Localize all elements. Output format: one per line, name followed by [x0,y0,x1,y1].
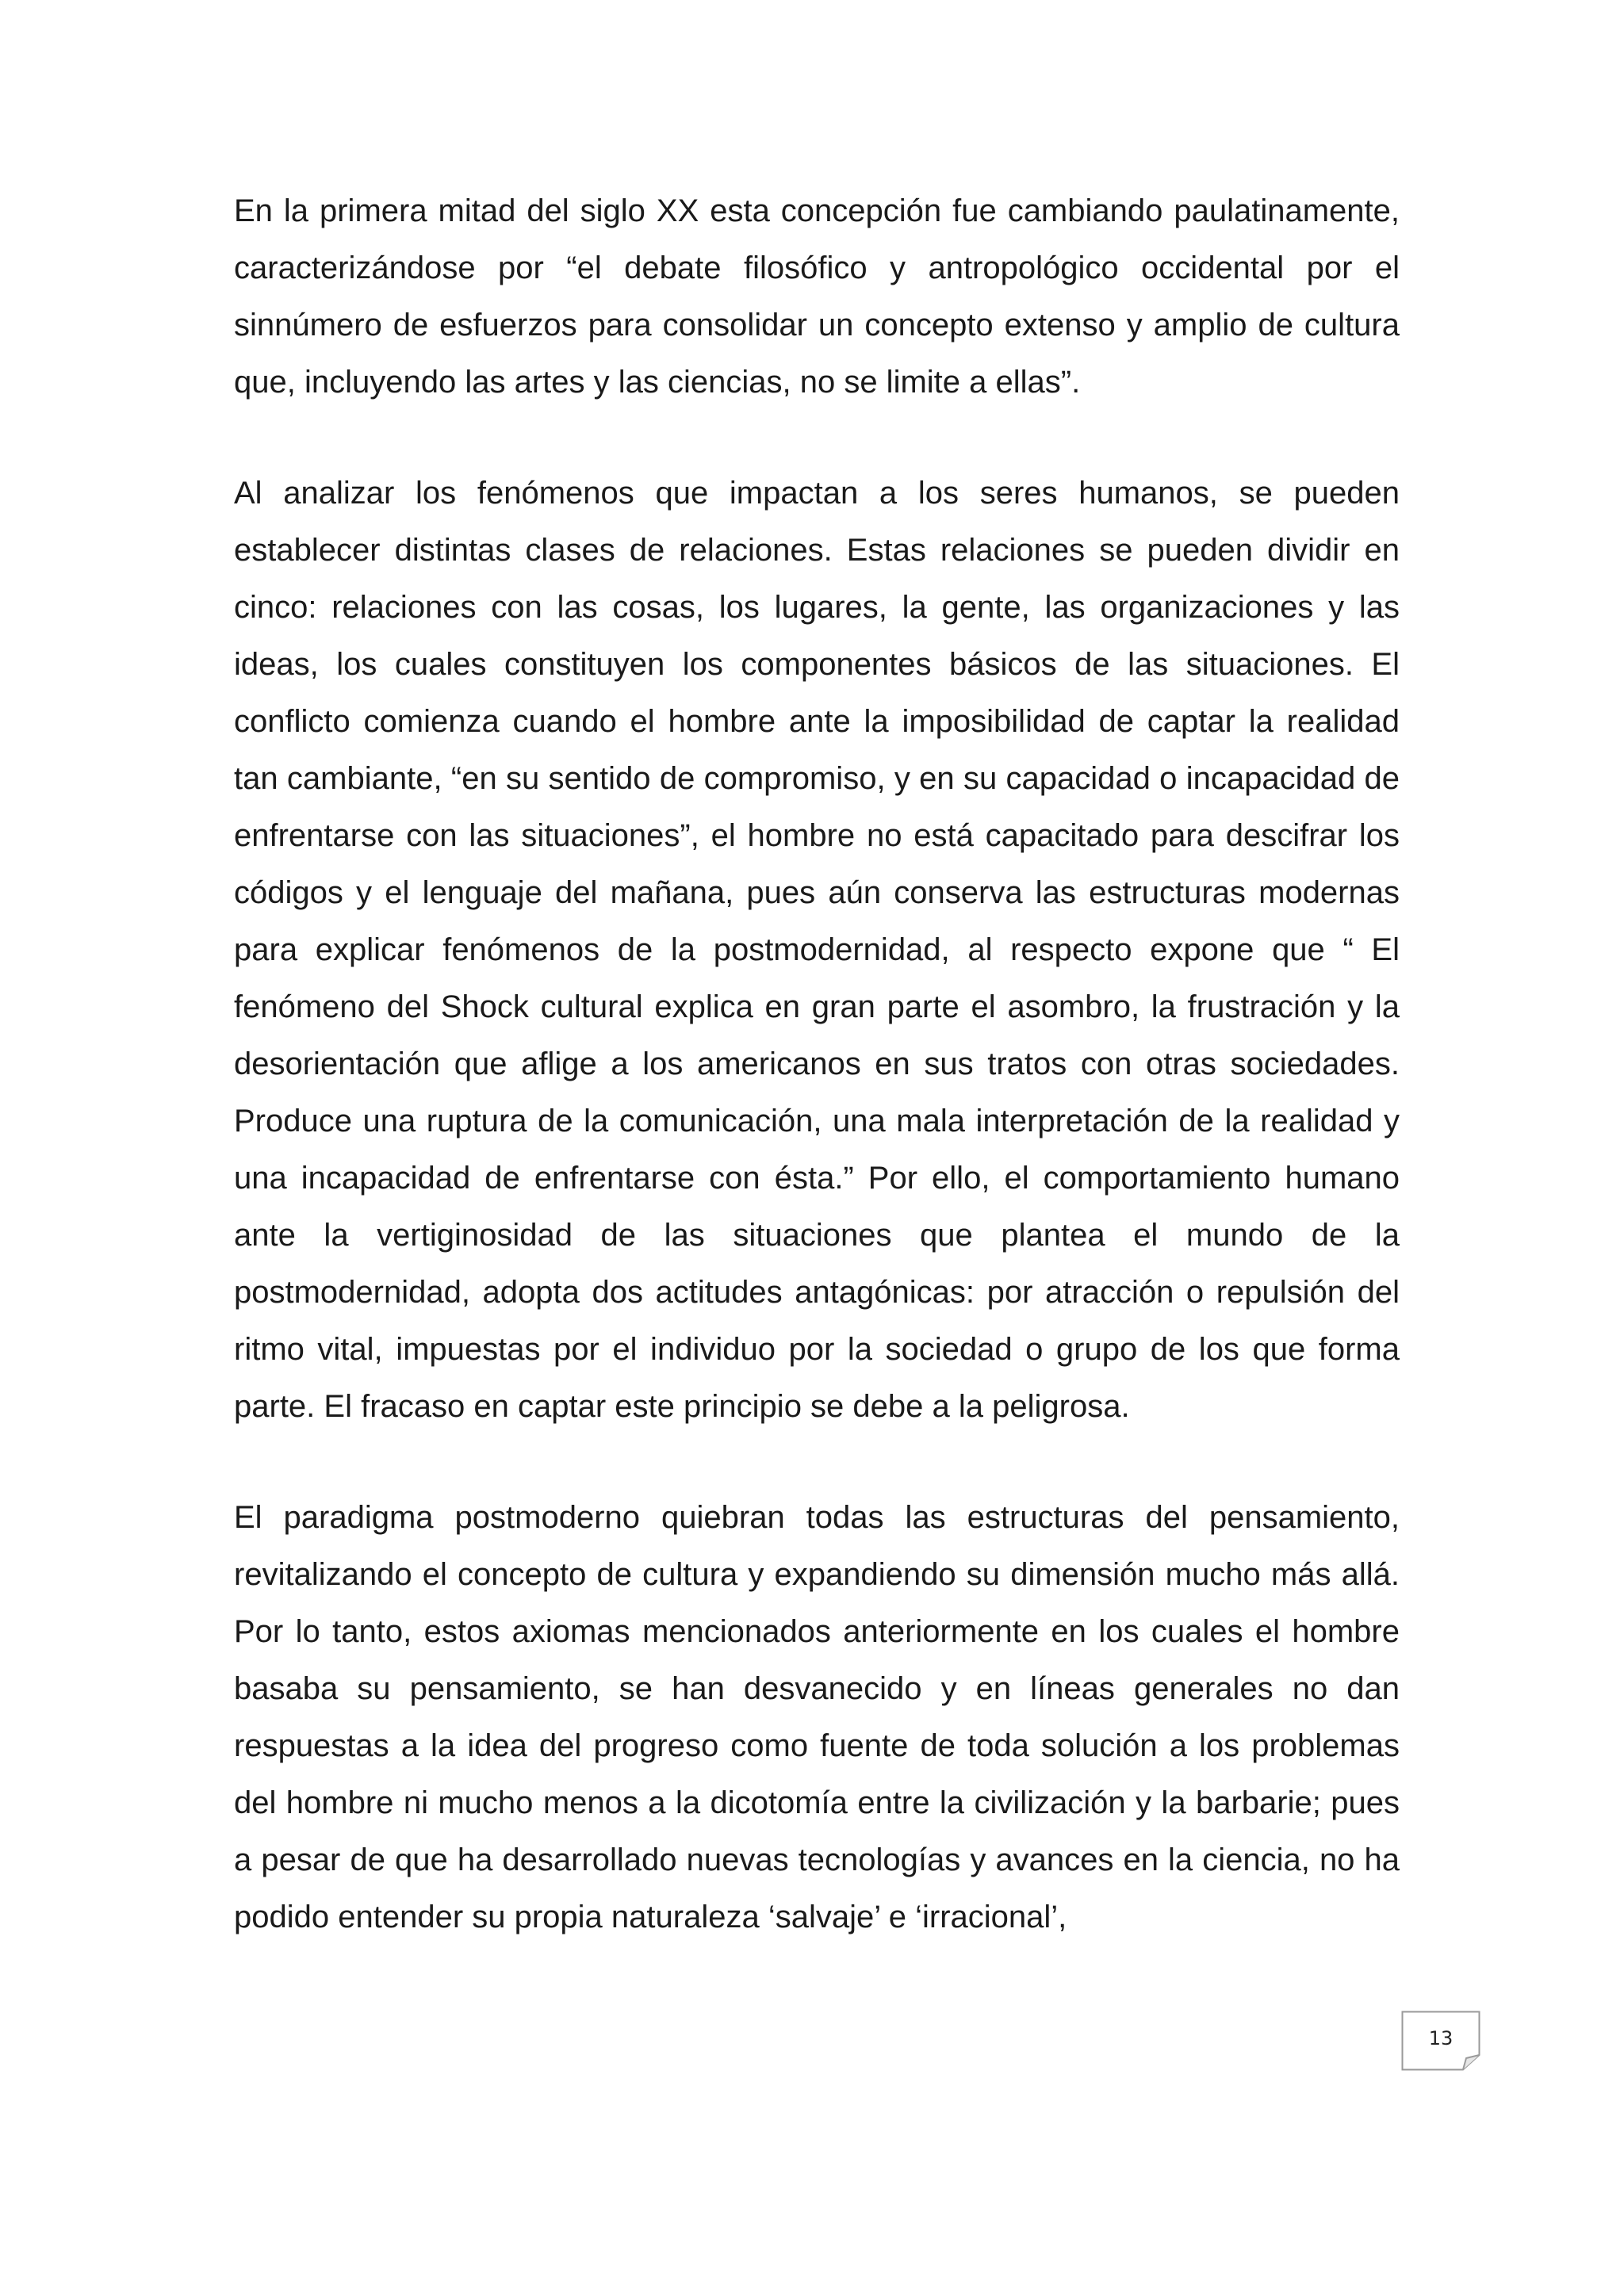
body-text [234,182,1400,1946]
paragraph-2: Al analizar los fenómenos que impactan a los seres humanos, se pueden establecer distintas clases de relaciones. Estas relaciones se pueden dividir en cinco: relaciones con las cosas, los lugares, la gente, las organizaciones y las ideas, los cuales constituyen los componentes básicos de las situaciones. El conflicto comienza cuando el hombre ante la imposibilidad de captar la realidad tan cambiante, “en su sentido de compromiso, y en su capacidad o incapacidad de enfrentarse con las situaciones”, el hombre no está capacitado para descifrar los códigos y el lenguaje del mañana, pues aún conserva las estructuras modernas para explicar fenómenos de la postmodernidad, al respecto expone que “ El fenómeno del Shock cultural explica en gran parte el asombro, la frustración y la desorientación que aflige a los americanos en sus tratos con otras sociedades. Produce una ruptura de la comunicación, una mala interpretación de la realidad y una incapacidad de enfrentarse con ésta.” Por ello, el comportamiento humano ante la vertiginosidad de las situaciones que plantea el mundo de la postmodernidad, adopta dos actitudes antagónicas: por atracción o repulsión del ritmo vital, impuestas por el individuo por la sociedad o grupo de los que forma parte. El fracaso en captar este principio se debe a la peligrosa. [234,476,1400,1424]
paragraph-1: En la primera mitad del siglo XX esta concepción fue cambiando paulatinamente, caracterizándose por “el debate filosófico y antropológico occidental por el sinnúmero de esfuerzos para consolidar un concepto extenso y amplio de cultura que, incluyendo las artes y las ciencias, no se limite a ellas”. [234,193,1400,400]
page-number: 13 [1428,2027,1454,2049]
paragraph-3: El paradigma postmoderno quiebran todas las estructuras del pensamiento, revitalizando el concepto de cultura y expandiendo su dimensión mucho más allá. Por lo tanto, estos axiomas mencionados anteriormente en los cuales el hombre basaba su pensamiento, se han desvanecido y en líneas generales no dan respuestas a la idea del progreso como fuente de toda solución a los problemas del hombre ni mucho menos a la dicotomía entre la civilización y la barbarie; pues a pesar de que ha desarrollado nuevas tecnologías y avances en la ciencia, no ha podido entender su propia naturaleza ‘salvaje’ e ‘irracional’, [234,1500,1400,1934]
page-number-box [1401,2011,1480,2071]
